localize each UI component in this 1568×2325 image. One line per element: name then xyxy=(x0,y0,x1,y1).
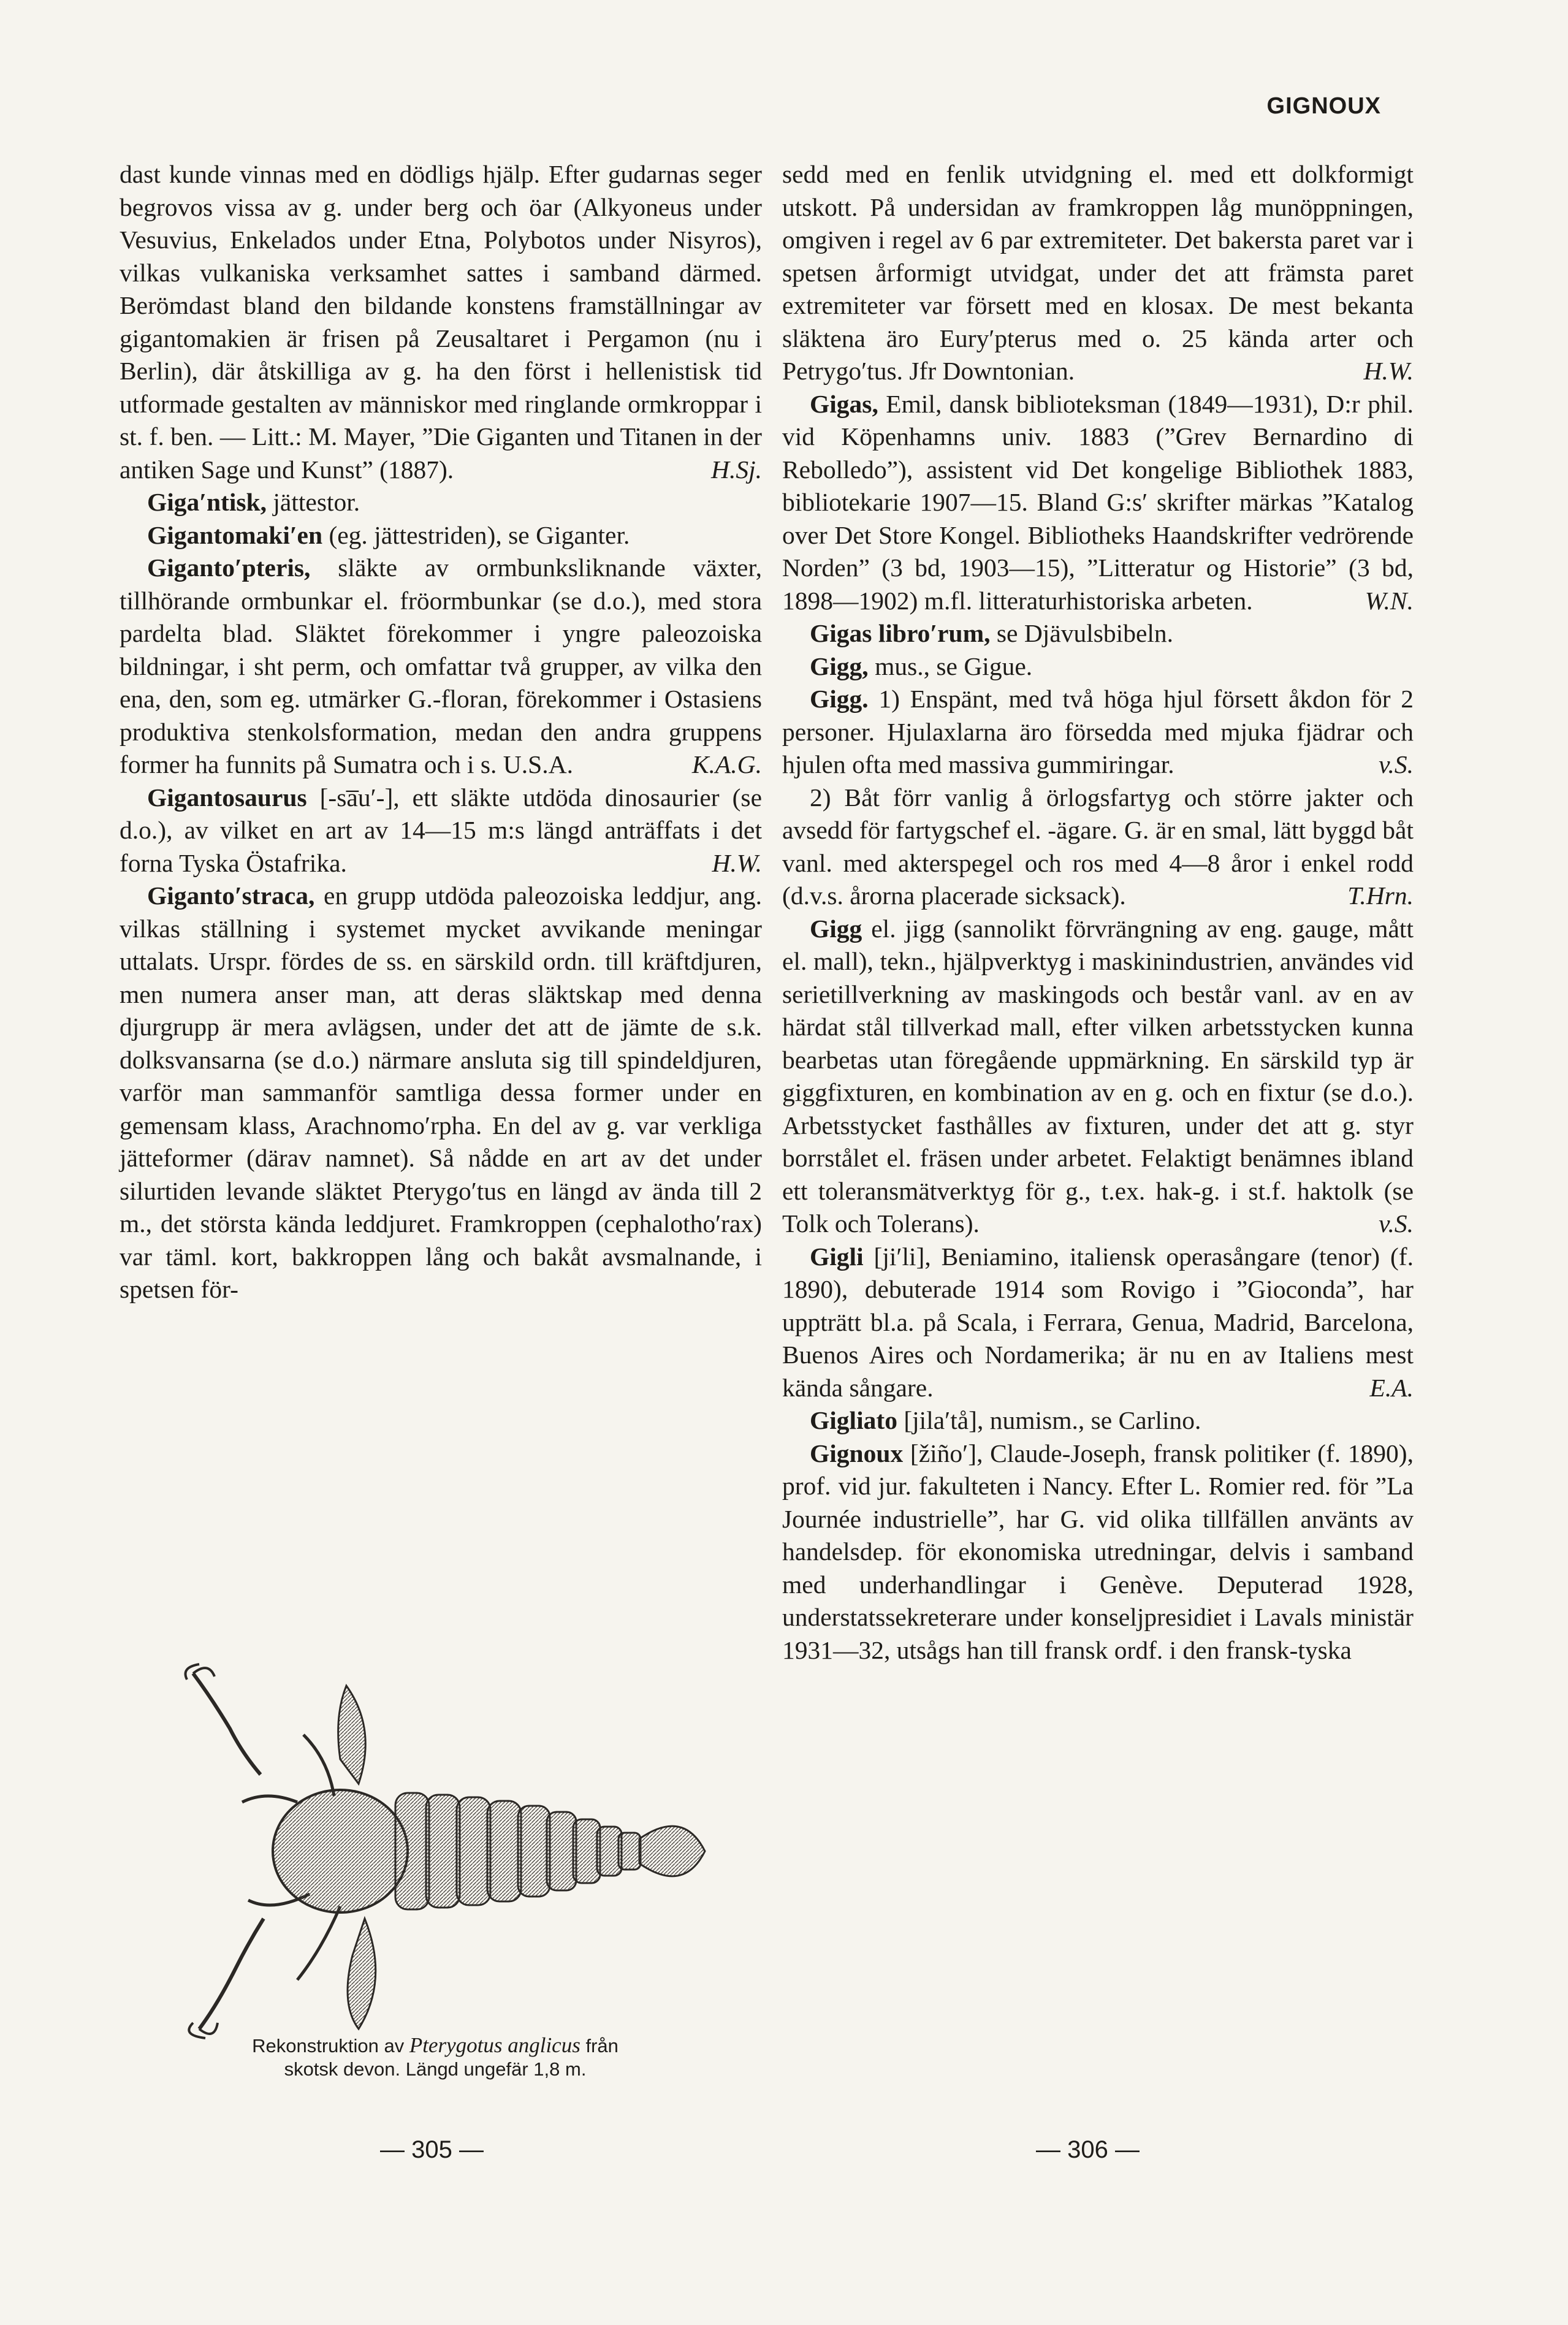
figure-caption: Rekonstruktion av Pterygotus anglicus från skotsk devon. Längd ungefär 1,8 m. xyxy=(252,2033,618,2080)
right-column xyxy=(782,158,1414,1667)
entry-gigantomakien: Gigantomaki′en (eg. jättestriden), se Giganter. xyxy=(147,520,630,549)
page-number-right: — 306 — xyxy=(1036,2136,1140,2163)
entry-gigantisk: Giga′ntisk, jättestor. xyxy=(147,488,360,516)
entry-gigli: Gigli [ji′li], Beniamino, italiensk operasångare (tenor) (f. 1890), debuterade 1914 som Rovigo i ”Gioconda”, har uppträtt bl.a. på Scala, i Ferrara, Genua, Madrid, Barcelona, Buenos Aires och Nordamerika; är nu en av Italiens mest kända sångare. E.A. xyxy=(782,1242,1414,1402)
entry-gigliato: Gigliato [jila′tå], numism., se Carlino. xyxy=(810,1406,1201,1434)
entry-gigg-1: Gigg. 1) Enspänt, med två höga hjul försett åkdon för 2 personer. Hjulaxlarna äro försedda med mjuka fjädrar och hjulen ofta med massiva gummiringar. v.S. xyxy=(782,685,1414,778)
entry-gignoux: Gignoux [žiño′], Claude-Joseph, fransk politiker (f. 1890), prof. vid jur. fakulteten i Nancy. Efter L. Romier red. för ”La Journée industrielle”, har G. vid olika tillfällen använts av handelsdep. för ekonomiska utredningar, delvis i samband med underhandlingar i Genève. Deputerad 1928, understatssekreterare under konseljpresidiet i Lavals ministär 1931—32, utsågs han till fransk ordf. i den fransk-tyska xyxy=(782,1439,1414,1664)
entry-gigas-librorum: Gigas libro′rum, se Djävulsbibeln. xyxy=(810,619,1174,647)
pterygotus-drawing xyxy=(156,1661,708,2041)
entry-0: dast kunde vinnas med en dödligs hjälp. Efter gudarnas seger begrovos vissa av g. under berg och öar (Alkyoneus under Vesuvius, Enkelados under Etna, Polybotos under Nisyros), vilkas vulkaniska verksamhet sattes i samband därmed. Berömdast bland den bildande konstens framställningar av gigantomakien är frisen på Zeusaltaret i Pergamon (nu i Berlin), där åtskilliga av g. ha den först i hellenistisk tid utformade gestalten av människor med ringlande ormkroppar i st. f. ben. — Litt.: M. Mayer, ”Die Giganten und Titanen in der antiken Sage und Kunst” (1887). H.Sj. xyxy=(120,160,762,484)
entry-cont: sedd med en fenlik utvidgning el. med ett dolkformigt utskott. På undersidan av framkroppen låg munöppningen, omgiven i regel av 6 par extremiteter. Det bakersta paret var i spetsen årformigt utvidgat, under det att främsta paret extremiteter var försett med en klosax. De mest bekanta släktena äro Eury′pterus med o. 25 kända arter och Petrygo′tus. Jfr Downtonian. H.W. xyxy=(782,160,1414,385)
entry-gigg-2: 2) Båt förr vanlig å örlogsfartyg och större jakter och avsedd för fartygschef el. -ägare. G. är en smal, lätt byggd båt vanl. med akterspegel och ros med 4—8 åror i enkel rodd (d.v.s. årorna placerade sicksack). T.Hrn. xyxy=(782,783,1414,910)
pterygotus-illustration xyxy=(156,1661,708,2041)
page-number-left: — 305 — xyxy=(380,2136,484,2163)
entry-gigg-tekn: Gigg el. jigg (sannolikt förvrängning av eng. gauge, mått el. mall), tekn., hjälpverktyg i maskinindustrien, användes vid serietillverkning av maskingods och består vanl. av en av härdat stål tillverkad mall, efter vilken arbetsstycken kunna bearbetas utan föregående uppmärkning. En särskild typ är giggfixturen, en kombination av en g. och en fixtur (se d.o.). Arbetsstycket fasthålles av fixturen, under det att g. styr borrstålet el. fräsen under arbetet. Felaktigt benämnes ibland ett toleransmätverktyg för g., t.ex. hak-g. i st.f. haktolk (se Tolk och Tolerans). v.S. xyxy=(782,914,1414,1238)
entry-gigantosaurus: Gigantosaurus [-sa̅u′-], ett släkte utdöda dinosaurier (se d.o.), av vilket en art av 14—15 m:s längd anträffats i det forna Tyska Östafrika. H.W. xyxy=(120,783,762,877)
entry-gigantostraca: Giganto′straca, en grupp utdöda paleozoiska leddjur, ang. vilkas ställning i systemet mycket avvikande meningar uttalats. Urspr. fördes de ss. en särskild ordn. till kräftdjuren, men numera anser man, att deras släktskap med denna djurgrupp är mera avlägsen, under det att de jämte de s.k. dolksvansarna (se d.o.) närmare ansluta sig till spindeldjuren, varför man sammanför samtliga dessa former under en gemensam klass, Arachnomo′rpha. En del av g. var verkliga jätteformer (därav namnet). Så nådde en art av det under silurtiden levande släktet Pterygo′tus en längd av ända till 2 m., det största kända leddjuret. Framkroppen (cephalotho′rax) var täml. kort, bakkroppen lång och bakåt avsmalnande, i spetsen för- xyxy=(120,881,763,1303)
running-head: GIGNOUX xyxy=(1266,93,1381,119)
entry-gigas: Gigas, Emil, dansk biblioteksman (1849—1931), D:r phil. vid Köpenhamns univ. 1883 (”Grev Bernardino di Rebolledo”), assistent vid Det kongelige Bibliothek 1883, bibliotekarie 1907—15. Bland G:s′ skrifter märkas ”Katalog over Det Store Kongel. Bibliotheks Haandskrifter vedrörende Norden” (3 bd, 1903—15), ”Litteratur og Historie” (3 bd, 1898—1902) m.fl. litteraturhistoriska arbeten. W.N. xyxy=(782,389,1414,615)
entry-gigg-mus: Gigg, mus., se Gigue. xyxy=(810,652,1033,680)
entry-gigantopteris: Giganto′pteris, släkte av ormbunksliknande växter, tillhörande ormbunkar el. fröormbunkar (se d.o.), med stora pardelta blad. Släktet förekommer i yngre paleozoiska bildningar, i sht perm, och omfattar två grupper, av vilka den ena, den, som eg. utmärker G.-floran, förekommer i Ostasiens produktiva stenkolsformation, medan den andra gruppens former ha funnits på Sumatra och i s. U.S.A. K.A.G. xyxy=(120,554,762,778)
left-column xyxy=(120,158,762,1306)
